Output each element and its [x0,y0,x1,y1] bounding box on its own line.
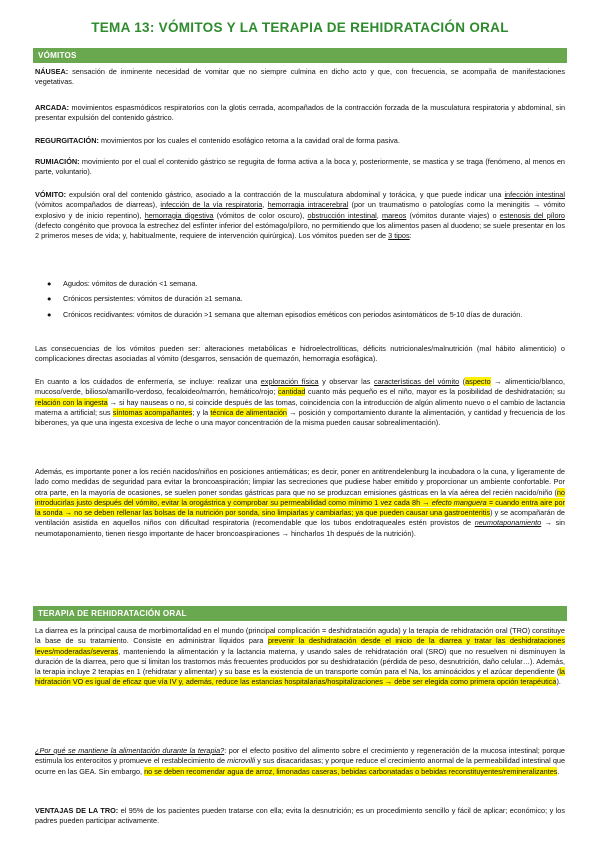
paragraph-ademas [35,467,565,539]
vomito-underline-7: estenosis del píloro [499,210,565,220]
paragraph-consecuencias: Las consecuencias de los vómitos pueden ser: alteraciones metabólicas e hidroelectrolíticas, déficits nutricionales/malnutrición (mal hábito alimenticio) o complicaciones directas asociadas al vómito (desgarros, sensación de quemazón, hemorragia esofágica). [35,344,565,364]
ademas-highlight-1: no introducirlas justo después del vómito, evitar la orogástrica y comprobar su permeabilidad como mínimo 1 vez cada 8h → [35,487,565,507]
vomito-text-2: (vómitos acompañados de diarreas), [35,200,161,210]
term-vomito: VÓMITO: [35,190,67,199]
section-header-tro: TERAPIA DE REHIDRATACIÓN ORAL [33,606,567,621]
ademas-text-1: Además, es importante poner a los recién nacidos/niños en posiciones antiemáticas; es decir, poner en antitrendelenburg la incubadora o la cuna, y ligeramente de lado como medidas de seguridad para evitar la broncoaspiración; limpiar las secreciones que pudiese haber emitido y proporcionar un ambiente confortable. Por otra parte, en la mayoría de ocasiones, se suelen poner sondas gástricas para que no se produzcan emisiones gástricas en la vía aérea del recién nacido/niño ( [35,467,565,497]
tro2-text-2: y sus disacaridasas; y porque reduce el crecimiento anormal de la permeabilidad intestinal que ocurre en las GEA. Sin embargo, [35,756,566,776]
section-header-vomitos: VÓMITOS [33,48,567,63]
bullet-icon: ● [47,294,52,304]
paragraph-tro-1 [35,626,565,688]
bullet-icon: ● [47,309,52,319]
tro2-highlight: no se deben recomendar agua de arroz, limonadas caseras, bebidas carbonatadas o bebidas reconstituyentes/remineralizantes [144,766,558,776]
list-item [45,310,565,320]
definition-nausea: sensación de inminente necesidad de vomitar que no siempre culmina en dicho acto y que, con frecuencia, se acompaña de manifestaciones vegetativas. [35,67,565,87]
list-item [45,279,565,289]
list-item-text: Agudos: vómitos de duración <1 semana. [63,279,198,288]
paragraph-regurgitacion [35,136,565,146]
term-regurgitacion: REGURGITACIÓN: [35,136,99,145]
vomito-underline-4: hemorragia digestiva [144,210,214,220]
paragraph-nausea [35,67,565,88]
paragraph-ventajas [35,806,565,827]
vomito-text-5: (vómitos de color oscuro), [213,210,308,220]
vomito-underline-3: hemorragia intracerebral [267,200,349,210]
ademas-text-3: → sin neumotaponamiento, tienen riesgo importante de hacer broncoaspiraciones → hincharlos 1h después de la nutrición). [35,518,565,538]
vomito-underline-2: infección de la vía respiratoria [160,200,263,210]
page-title: TEMA 13: VÓMITOS Y LA TERAPIA DE REHIDRATACIÓN ORAL [91,20,509,35]
cuidados-highlight-2: cantidad [277,387,306,397]
vomito-text-7: (vómitos durante viajes) o [406,210,500,220]
cuidados-text-7: ; y la [192,407,211,417]
cuidados-text-6: → si hay nauseas o no, si coincide después de las tomas, coincidencia con la introducción de algún alimento nuevo o el cambio de lactancia materna a artificial; sus [35,397,565,417]
definition-rumiacion: movimiento por el cual el contenido gástrico se regugita de forma activa a la boca y, posteriormente, se mastica y se traga (fenómeno, al menos en parte, voluntario). [35,157,565,177]
term-rumiacion: RUMIACIÓN: [35,157,80,166]
tro-text-1: La diarrea es la principal causa de morbimortalidad en el mundo (principal complicación = deshidratación aguda) y la terapia de rehidratación oral (TRO) constituye la base de su tratamiento. Consiste en administrar líquidos para [35,626,565,646]
paragraph-arcada [35,103,565,124]
vomito-text-3: , [262,200,268,210]
cuidados-text-2: y observar las [318,377,374,386]
paragraph-tro-2 [35,746,565,777]
ademas-highlight-2: = cuando entra aire por la sonda → no se deben rellenar las bolsas de la nutrición por sonda, sino limpiarlas y cambiarlas; ya que pueden causar una gastroenteritis [35,497,566,518]
definition-arcada: movimientos espasmódicos respiratorios con la glotis cerrada, acompañados de la contracción forzada de la musculatura respiratoria y abdominal, sin presentar expulsión del contenido gástrico. [35,103,565,123]
vomito-underline-1: infección intestinal [504,190,565,199]
term-arcada: ARCADA: [35,103,70,112]
term-ventajas: VENTAJAS DE LA TRO: [35,806,119,815]
cuidados-text-5: cuanto más pequeño es el niño, mayor es la posibilidad de deshidratación; su [305,387,565,397]
vomito-text-1: expulsión oral del contenido gástrico, asociado a la contracción de la musculatura abdominal y torácica, y que puede indicar una [66,190,505,199]
cuidados-text-3: ( [459,377,466,386]
paragraph-cuidados [35,377,565,428]
tro2-text-1: : por el efecto positivo del alimento sobre el crecimiento y regeneración de la mucosa intestinal; porque estimula los enterocitos y promueve el restablecimiento de [35,746,565,766]
definition-ventajas: el 95% de los pacientes pueden tratarse con ella; evita la desnutrición; es un procedimiento sencillo y fácil de aplicar; económico; y los padres pueden participar activamente. [35,806,566,826]
list-item [45,294,565,304]
ademas-highlight-italic: efecto manguera [431,497,487,507]
tro2-text-3: . [557,766,560,776]
vomito-text-9: : [409,231,412,241]
list-item-text: Crónicos recidivantes: vómitos de duración >1 semana que alternan episodios eméticos con periodos asintomáticos de 5-10 días de duración. [63,309,523,319]
vomito-text-6: , [376,210,382,220]
tro2-italic: microvilli [227,756,256,766]
cuidados-underline-1: exploración física [260,377,319,386]
tro-question: ¿Por qué se mantiene la alimentación durante la terapia? [35,746,225,755]
tro-text-3: ). [556,677,561,687]
ademas-underline-1: neumotaponamiento [474,518,542,528]
definition-regurgitacion: movimientos por los cuales el contenido esofágico retorna a la cavidad oral de forma pasiva. [98,136,400,145]
cuidados-highlight-4: síntomas acompañantes [112,407,193,417]
cuidados-highlight-5: técnica de alimentación [210,407,287,417]
list-item-text: Crónicos persistentes: vómitos de duración ≥1 semana. [63,294,243,304]
paragraph-rumiacion [35,157,565,178]
term-nausea: NÁUSEA: [35,67,69,76]
ademas-text-2: ) y se acompañarán de ventilación asistida en aquellos niños con dificultad respiratoria (recomendable que los tubos endotraqueales estén provistos de [35,508,565,528]
vomito-text-4: (por un traumatismo o patologías como la meningitis → vómito explosivo y de inicio repentino), [35,200,566,220]
tro-highlight-2: la hidratación VO es igual de eficaz que vía IV y, además, reduce las estancias hospitalarias/hospitalizaciones → debe ser elegida como primera opción terapéutica [35,667,565,687]
vomito-underline-6: mareos [381,210,407,220]
bullet-icon: ● [47,279,52,288]
tro-highlight-1: prevenir la deshidratación desde el inicio de la diarrea y tratar las deshidrataciones leves/moderadas/severas [35,636,565,656]
cuidados-text-1: En cuanto a los cuidados de enfermería, se incluye: realizar una [35,377,261,386]
cuidados-highlight-1: aspecto [465,377,491,386]
vomito-types-list [45,279,565,325]
vomito-underline-8: 3 tipos [388,231,410,241]
cuidados-highlight-3: relación con la ingesta [35,397,108,407]
cuidados-text-8: → posición y comportamiento durante la alimentación, y cantidad y frecuencia de los biberones, ya que una ingesta excesiva de leche o una mayor concentración de la misma pueden causar sobrealimentación). [35,407,565,428]
cuidados-text-4: → alimenticio/blanco, mucoso/verde, bilioso/amarillo-verdoso, fecaloideo/marrón, hemático/rojo; [35,377,565,397]
vomito-text-8: (defecto congénito que provoca la estrechez del esfínter inferior del estómago/píloro, no permitiendo que los alimentos pasen al duodeno; se suele presentar en los 2 primeros meses de vida; y, habitualmente, requiere de intervención quirúrgica). Los vómitos pueden ser de [35,220,565,241]
tro-text-2: , manteniendo la alimentación y la lactancia materna, y usando sales de rehidratación oral (SRO) que no resuelven ni disminuyen la duración de la diarrea, pero que si limitan los trastornos más frecuentes producidos por su deshidratación (pérdida de peso, desnutrición, daño celular…). Además, la terapia incluye 2 terapias en 1 (rehidratar y alimentar) y su base es la existencia de un transporte común para el Na, los aminoácidos y el azúcar dependiente ( [35,646,565,677]
paragraph-vomito [35,190,565,241]
vomito-underline-5: obstrucción intestinal [307,210,377,220]
cuidados-underline-2: características del vómito [373,377,460,386]
